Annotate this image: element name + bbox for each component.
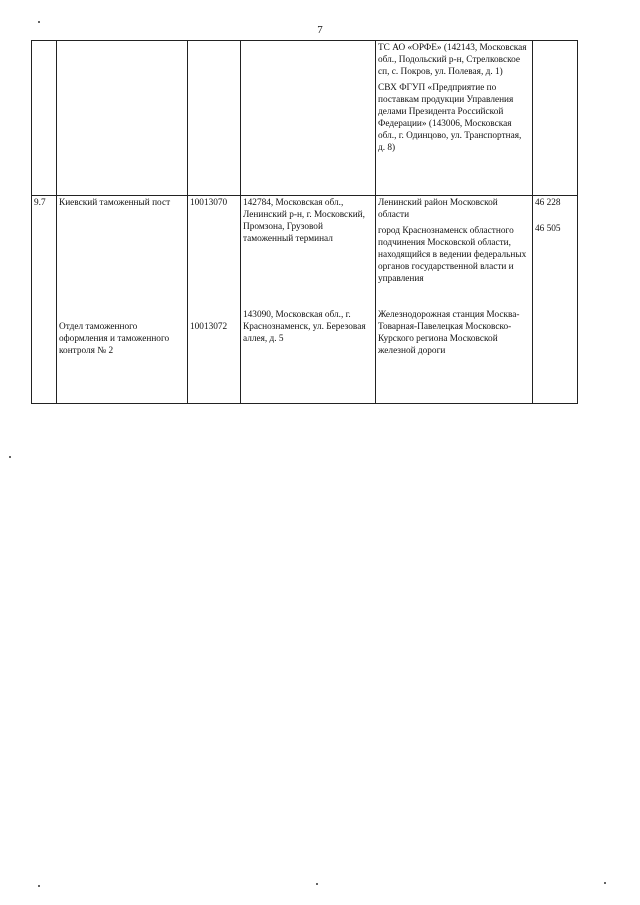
- cell-address-continuation: [241, 41, 376, 196]
- department-region: Железнодорожная станция Москва-Товарная-Павелецкая Московско-Курского региона Московской железной дороги: [378, 310, 520, 356]
- cell-row-number: [32, 196, 57, 404]
- scan-speck: [9, 456, 11, 458]
- region-paragraph: Ленинский район Московской области: [378, 198, 498, 220]
- cell-post-name: [57, 196, 188, 404]
- cell-location-continuation: [376, 41, 533, 196]
- row-number: 9.7: [34, 198, 46, 208]
- cell-okato: [533, 196, 578, 404]
- department-code: 10013072: [190, 322, 228, 332]
- post-code: 10013070: [190, 198, 228, 208]
- department-address: 143090, Московская обл., г. Краснознаменск, ул. Березовая аллея, д. 5: [243, 310, 366, 344]
- region-paragraph: город Краснознаменск областного подчинения Московской области, находящийся в ведении федеральных органов государственной власти и управления: [378, 226, 527, 284]
- cell-region: [376, 196, 533, 404]
- location-paragraph: ТС АО «ОРФЕ» (142143, Московская обл., Подольский р-н, Стрелковское сп, с. Покров, ул. Полевая, д. 1): [378, 43, 527, 77]
- cell-code-continuation: [188, 41, 241, 196]
- scan-speck: [604, 882, 606, 884]
- scan-speck: [38, 885, 40, 887]
- table-row-continuation: [32, 41, 578, 196]
- scan-speck: [38, 21, 40, 23]
- cell-num-continuation: [32, 41, 57, 196]
- okato-code: 46 228: [535, 198, 561, 208]
- cell-okato-continuation: [533, 41, 578, 196]
- okato-code: 46 505: [535, 224, 561, 234]
- page-number: 7: [317, 24, 323, 36]
- location-paragraph: СВХ ФГУП «Предприятие по поставкам продукции Управления делами Президента Российской Федерации» (143006, Московская обл., г. Одинцово, ул. Транспортная, д. 8): [378, 83, 522, 153]
- post-address: 142784, Московская обл., Ленинский р-н, г. Московский, Промзона, Грузовой таможенный терминал: [243, 198, 365, 244]
- cell-post-address: [241, 196, 376, 404]
- department-name: Отдел таможенного оформления и таможенного контроля № 2: [59, 322, 170, 356]
- scan-speck: [316, 883, 318, 885]
- post-name: Киевский таможенный пост: [59, 198, 171, 208]
- table-row-kiev-post: [32, 196, 578, 404]
- cell-name-continuation: [57, 41, 188, 196]
- cell-post-code: [188, 196, 241, 404]
- customs-posts-table: [31, 40, 578, 404]
